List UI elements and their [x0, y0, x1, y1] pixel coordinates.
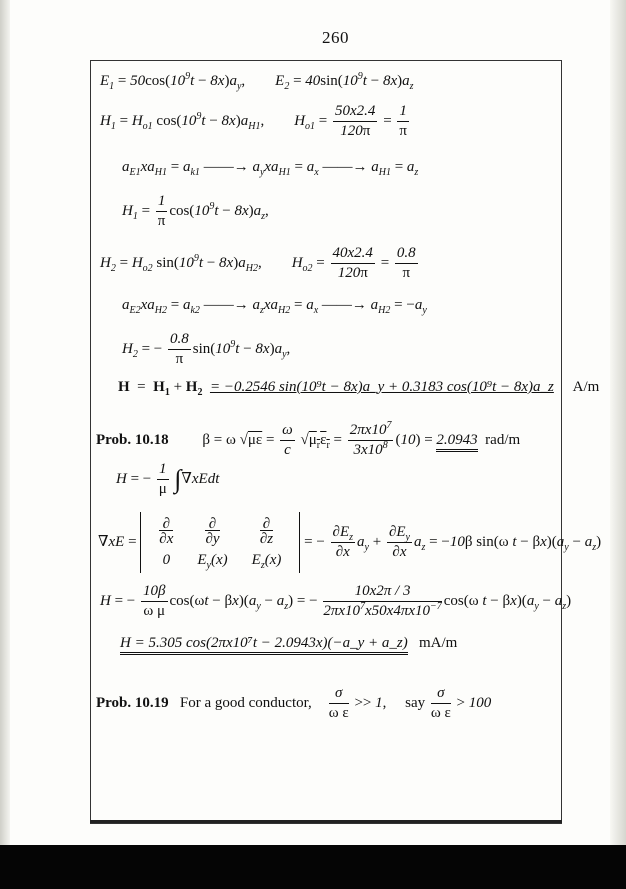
eq-h2-result: $H_2$ = − $\frac{0.8}{\pi}$ $\sin(10^9t - 8x)a_y$,: [122, 331, 291, 367]
prob-10-19-text: For a good conductor,: [179, 694, 312, 711]
prob-10-19: Prob. 10.19 For a good conductor, $\frac{\sigma}{\text{ω ε}}$ >> 1, say $\frac{\sigma}{\text{ω ε}}$ > 100: [96, 685, 492, 721]
eq-total-h: $H = H_1 + H_2 = -0.2546$ sin(10⁹t − 8x)a_y + 0.3183 cos(10⁹t − 8x)a_z A/m: [118, 379, 600, 398]
eq-h1-def: $H_1 = H_{o1}$ $\cos(10^9t - 8x)a_{H1}$, $H_{o1}$ = $\frac{50x2.4}{120\pi}$ = $\frac{1}{\pi}$: [100, 103, 407, 139]
eq-h1-result: $H_1$ = $\frac{1}{\pi}$ $\cos(10^9t - 8x)a_z$,: [122, 193, 269, 229]
total-h-symbol: H: [118, 379, 130, 395]
h-unit: mA/m: [419, 635, 458, 651]
prob-10-18-beta: Prob. 10.18 β = ω √με = $\frac{\omega}{c}$ $√\mu_r\varepsilon_r$ = $\frac{2\pi x10^7}{3x10^8}$ (10) = 2.0943 rad/m: [96, 420, 521, 458]
h2-symbol: H: [185, 379, 198, 395]
h1-symbol: H: [153, 379, 165, 395]
h-result: H = 5.305 cos(2πx10⁷t − 2.0943x)(−a_y + a_z): [120, 635, 408, 655]
unit-am: A/m: [572, 379, 600, 395]
eq-h-integral: H = − $\frac{1}{\mu}$ ∫∇xEdt: [116, 461, 220, 497]
prob-10-19-label: Prob. 10.19: [96, 694, 169, 711]
eq-direction-h1: $a_{E1}xa_{H1} = a_{k1}$ ——→ $a_yxa_{H1} = a_x$ ——→ $a_{H1} = a_z$: [122, 159, 419, 178]
eq-h2-def: $H_2 = H_{o2}$ $\sin(10^9t - 8x)a_{H2}$, $H_{o2}$ = $\frac{40x2.4}{120\pi}$ = $\frac{0.8}{\pi}$: [100, 245, 416, 281]
h2-symbol-sub: 2: [197, 387, 203, 398]
eq-h-expression: H = − $\frac{10\beta}{\text{ω μ}}$ $\cos(\omega t - \beta x)(a_y - a_z)$ = − $\frac{10x2\pi / 3}{2\pi x10^7x50x4\pi x10^{-7}}$ cos(ω $t - \beta x)(a_y - a_z)$: [100, 583, 572, 619]
page-number: 260: [322, 28, 349, 47]
prob-10-18-label: Prob. 10.18: [96, 431, 169, 448]
frame-bottom-rule: [90, 820, 562, 823]
eq-h-result: [120, 636, 457, 651]
total-h-result: = −0.2546 sin(10⁹t − 8x)a_y + 0.3183 cos(10⁹t − 8x)a_z: [209, 379, 554, 395]
eq-e1-e2: $E_1 = 50\cos(10^9t - 8x)a_y$, $E_2 = 40\sin(10^9t - 8x)a_z$: [100, 71, 414, 92]
eq-curl-determinant: ∇xE = ∂ ∂x ∂ ∂y ∂ ∂z 0 $E_y(x)$ $E_z(x)$ = − $\frac{\partial E_z}{\partial x}$ $a_y$ + $\frac{\partial E_y}{\partial x}$ $a_z = -10\beta$ sin(ω $t - \beta x)(a_y - a_z)$: [98, 512, 601, 573]
curl-matrix: ∂ ∂x ∂ ∂y ∂ ∂z 0 $E_y(x)$ $E_z(x)$: [140, 512, 300, 573]
page-edge-right: [610, 0, 626, 845]
eq-direction-h2: $a_{E2}xa_{H2} = a_{k2}$ ——→ $a_zxa_{H2} = a_x$ ——→ $a_{H2} = -a_y$: [122, 297, 427, 316]
beta-unit: rad/m: [485, 431, 521, 448]
scan-black-band: [0, 845, 626, 889]
say-word: say: [405, 694, 426, 711]
h1-symbol-sub: 1: [164, 387, 170, 398]
page-edge-left: [0, 0, 10, 845]
beta-result: 2.0943: [436, 432, 477, 452]
